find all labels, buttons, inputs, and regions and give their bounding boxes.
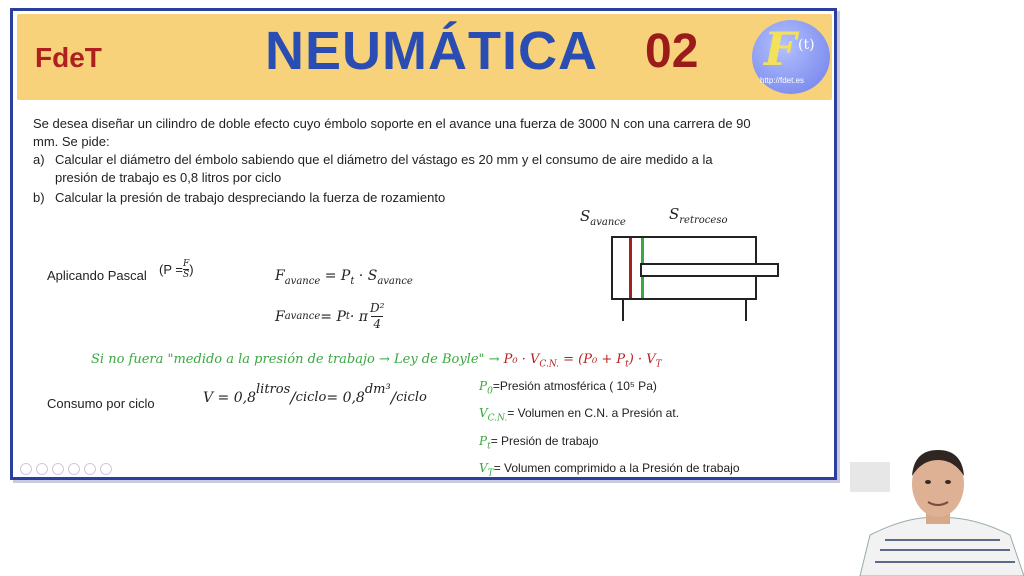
presenter-eye-right <box>945 480 951 484</box>
pascal-formula: (P = $\frac{F}{S}$ ) <box>159 259 194 280</box>
next-slide-icon[interactable] <box>36 463 48 475</box>
item-a-line-2: presión de trabajo es 0,8 litros por ciclo <box>55 170 282 185</box>
pascal-label: Aplicando Pascal <box>47 268 147 283</box>
item-b-text: Calcular la presión de trabajo despreciando la fuerza de rozamiento <box>55 190 446 205</box>
boyle-equation: $P_0 \cdot V_{C.N.} = (P_0 + P_t) \cdot V_T$ <box>503 352 662 370</box>
consumo-label: Consumo por ciclo <box>47 396 155 411</box>
piston-red-face <box>629 238 632 298</box>
grid-icon[interactable] <box>68 463 80 475</box>
legend-item: $P_0=Presión$ atmosférica ( 10⁵ Pa) <box>479 379 657 397</box>
problem-line-1: Se desea diseñar un cilindro de doble efecto cuyo émbolo soporte en el avance una fuerza de 3000 N con una carrera de 90 <box>33 116 751 131</box>
slide-title: NEUMÁTICA <box>265 21 598 81</box>
consumo-equation: V = 0,8 litros / ciclo = 0,8 dm³ / ciclo <box>203 382 427 407</box>
boyle-condition: Si no fuera "medido a la presión de trabajo → Ley de Boyle" → <box>91 352 504 367</box>
slide <box>10 8 837 480</box>
slide-number: 02 <box>645 25 699 78</box>
item-a-line-1: Calcular el diámetro del émbolo sabiendo que el diámetro del vástago es 20 mm y el consumo de aire medido a la <box>55 152 713 167</box>
piston-rod <box>641 264 778 276</box>
equation-force-2: F avance = P t · π D² 4 <box>275 301 385 331</box>
more-icon[interactable] <box>100 463 112 475</box>
zoom-icon[interactable] <box>84 463 96 475</box>
cylinder-diagram <box>603 229 783 324</box>
presenter-video <box>850 440 1024 576</box>
legend-item: $P_t=$ Presión de trabajo <box>479 433 599 452</box>
item-b-marker: b) <box>33 190 45 205</box>
prev-slide-icon[interactable] <box>20 463 32 475</box>
logo-url: http://fdet.es <box>760 76 805 85</box>
background-object <box>850 462 890 492</box>
slideshow-toolbar <box>20 463 112 475</box>
slide-header <box>17 14 832 100</box>
brand-label: FdeT <box>35 42 102 73</box>
item-a-marker: a) <box>33 152 45 167</box>
problem-line-2: mm. Se pide: <box>33 134 110 149</box>
symbol-legend <box>479 375 740 485</box>
label-s-retroceso: $S_{retroceso}$ <box>669 205 728 226</box>
presenter-eye-left <box>925 480 931 484</box>
pen-icon[interactable] <box>52 463 64 475</box>
legend-item: $V_T=$ Volumen comprimido a la Presión de trabajo <box>479 461 740 479</box>
boyle-note <box>91 351 662 374</box>
legend-item: $V_{C.N.}=$ Volumen en C.N. a Presión at. <box>479 406 680 424</box>
equation-force-1: $F_{avance} = P_t \cdot S_{avance}$ <box>275 268 413 287</box>
presenter-shirt <box>860 518 1024 576</box>
fdet-logo: F (t) http://fdet.es <box>752 20 830 94</box>
label-s-avance: $S_{avance}$ <box>580 207 626 228</box>
